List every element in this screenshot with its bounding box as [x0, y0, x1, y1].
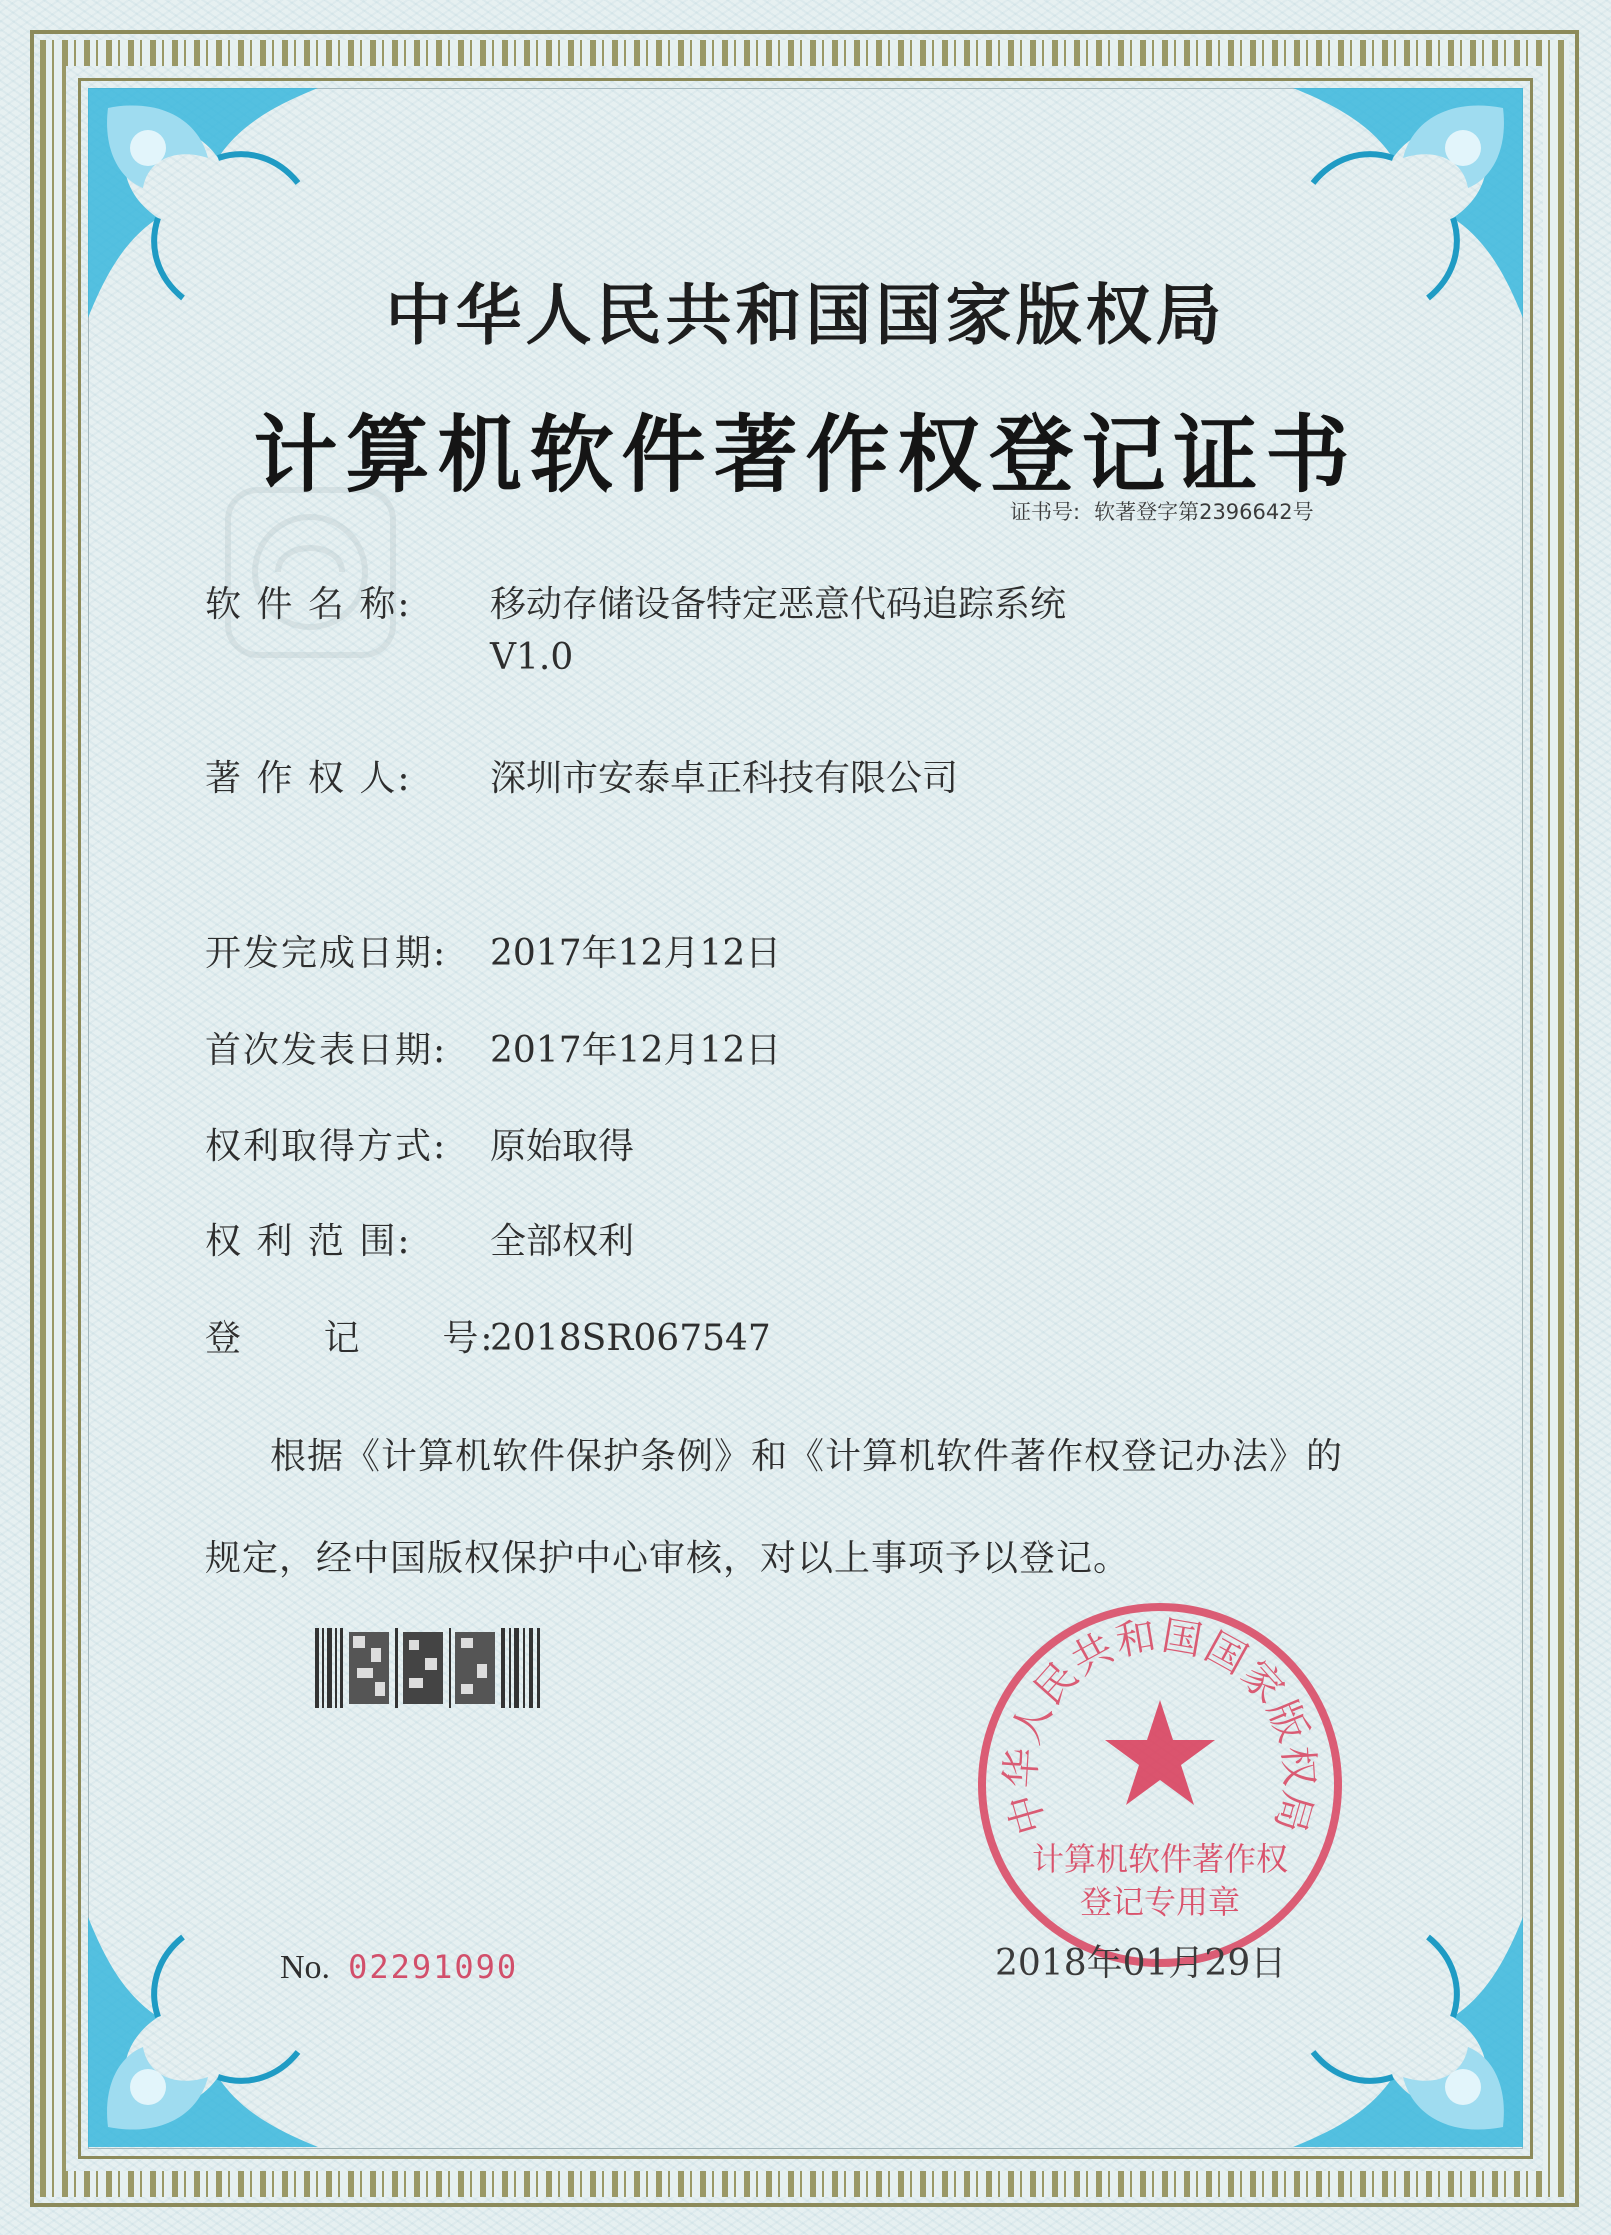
serial-label: No.: [280, 1949, 331, 1986]
field-first-publish-date: [205, 1022, 781, 1073]
statement-line-2: 规定，经中国版权保护中心审核，对以上事项予以登记。: [205, 1538, 1131, 1579]
serial-number: [280, 1948, 518, 1987]
issuing-authority: 中华人民共和国国家版权局: [385, 277, 1226, 354]
official-seal: [970, 1595, 1350, 1975]
field-label: 软 件 名 称:: [205, 584, 412, 625]
issue-date: 2018年01月29日: [995, 1943, 1287, 1984]
field-acquisition: [205, 1118, 634, 1169]
seal-line-2: 登记专用章: [1079, 1883, 1241, 1921]
field-label: 权利取得方式:: [205, 1126, 448, 1167]
field-value: 2017年12月12日: [490, 933, 782, 974]
certificate-title: 计算机软件著作权登记证书: [253, 405, 1358, 504]
software-version: V1.0: [490, 637, 574, 678]
field-value: 深圳市安泰卓正科技有限公司: [490, 758, 959, 799]
field-value: 全部权利: [490, 1221, 635, 1262]
field-value: 原始取得: [490, 1126, 635, 1167]
seal-ring-text: 中华人民共和国国家版权局: [998, 1612, 1322, 1840]
field-label: 首次发表日期:: [205, 1030, 448, 1071]
certificate-number-value: 软著登字第2396642号: [1094, 500, 1314, 524]
field-copyright-owner: [205, 750, 958, 801]
field-software-name: [205, 576, 1066, 678]
field-scope: [205, 1213, 634, 1264]
seal-line-1: 计算机软件著作权: [1031, 1840, 1289, 1878]
field-registration-no: [205, 1310, 771, 1361]
field-value: 2017年12月12日: [490, 1030, 782, 1071]
field-completion-date: [205, 925, 781, 976]
barcode: [315, 1628, 545, 1708]
certificate-number-label: 证书号:: [1010, 500, 1081, 524]
certificate-number: [1010, 496, 1328, 526]
serial-value: 02291090: [348, 1948, 519, 1986]
field-label: 权 利 范 围:: [205, 1221, 412, 1262]
field-label: 著 作 权 人:: [205, 758, 412, 799]
field-value: 移动存储设备特定恶意代码追踪系统: [490, 584, 1067, 625]
statement-line-1: 根据《计算机软件保护条例》和《计算机软件著作权登记办法》的: [270, 1436, 1344, 1477]
field-label: 登 记 号:: [205, 1318, 495, 1359]
field-value: 2018SR067547: [490, 1318, 771, 1359]
field-label: 开发完成日期:: [205, 933, 448, 974]
